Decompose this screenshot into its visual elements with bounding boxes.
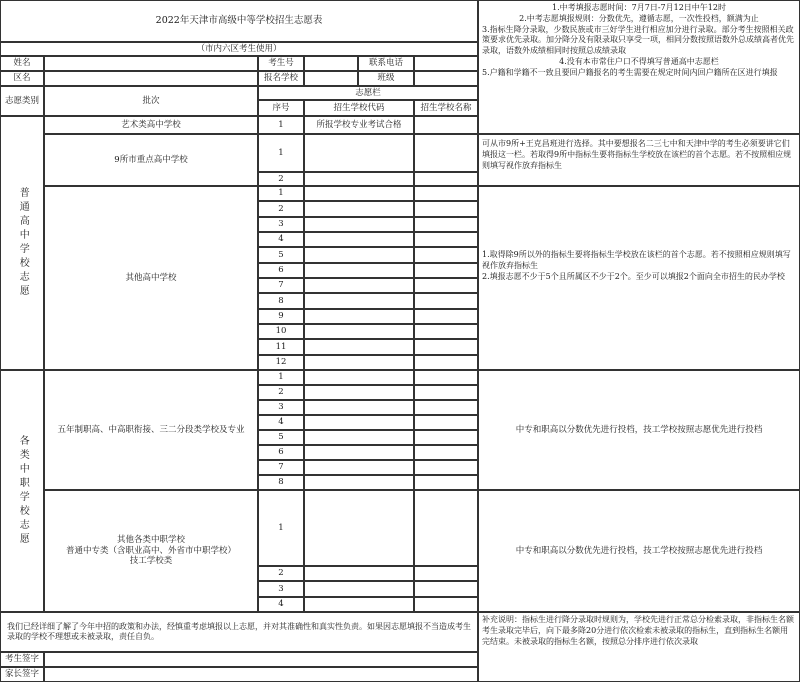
other-code-9[interactable]: [304, 309, 414, 324]
batch-art: 艺术类高中学校: [44, 116, 258, 134]
other-seq-2: 2: [258, 201, 304, 216]
fiveyear-seq-1: 1: [258, 370, 304, 385]
code-ov-4[interactable]: [304, 597, 414, 612]
fiveyear-seq-6: 6: [258, 445, 304, 460]
note-other-2: 2.填报志愿不少于5个且所属区不少于2个。至少可以填报2个面向全市招生的民办学校: [482, 271, 785, 281]
other-seq-11: 11: [258, 339, 304, 354]
fiveyear-seq-4: 4: [258, 415, 304, 430]
declaration: 我们已经详细了解了今年中招的政策和办法，经慎重考虑填报以上志愿，并对其准确性和真实性负责。如果因志愿填报不当造成考生录取的学校不理想或未被录取，责任自负。: [0, 612, 478, 652]
student-signature-field[interactable]: [44, 652, 478, 667]
phone-label: 联系电话: [358, 56, 414, 71]
district-label: 区名: [0, 71, 44, 86]
parent-signature-label: 家长签字: [0, 667, 44, 682]
category-general: 普通高中学校志愿: [0, 116, 44, 370]
zhiyuan-header: 志愿栏: [258, 86, 478, 100]
other-seq-9: 9: [258, 309, 304, 324]
other-name-6[interactable]: [414, 263, 478, 278]
exam-no-label: 考生号: [258, 56, 304, 71]
other-name-3[interactable]: [414, 217, 478, 232]
seq-ov-4: 4: [258, 597, 304, 612]
district-field[interactable]: [44, 71, 258, 86]
other-seq-10: 10: [258, 324, 304, 339]
other-code-10[interactable]: [304, 324, 414, 339]
other-name-9[interactable]: [414, 309, 478, 324]
other-seq-3: 3: [258, 217, 304, 232]
other-seq-6: 6: [258, 263, 304, 278]
seq-header: 序号: [258, 100, 304, 116]
class-field[interactable]: [414, 71, 478, 86]
other-code-8[interactable]: [304, 293, 414, 308]
fiveyear-code-2[interactable]: [304, 385, 414, 400]
name-key9-1[interactable]: [414, 134, 478, 172]
fiveyear-code-7[interactable]: [304, 460, 414, 475]
note-other-1: 1.取得除9所以外的指标生要将指标生学校放在该栏的首个志愿。若不按照相应规则填写视作放弃指标生: [482, 250, 791, 270]
other-seq-8: 8: [258, 293, 304, 308]
note-top-3: 3.指标生降分录取，少数民族或市三好学生进行相应加分进行录取。部分考生按照相关政策要求优先录取。加分降分及有限录取只享受一项，相同分数按照语数外总成绩高者优先录取，语数外成绩相同时按照总成绩录取: [482, 24, 794, 56]
fiveyear-seq-5: 5: [258, 430, 304, 445]
other-name-4[interactable]: [414, 232, 478, 247]
seq-key9-2: 2: [258, 172, 304, 186]
code-ov-1[interactable]: [304, 490, 414, 566]
note-voc1: 中专和职高以分数优先进行投档，技工学校按照志愿优先进行投档: [478, 370, 800, 490]
note-top-2: 2.中考志愿填报规则：分数优先，遵循志愿，一次性投档，额满为止: [519, 13, 759, 23]
other-code-11[interactable]: [304, 339, 414, 354]
note-top-4: 4.没有本市常住户口不得填写普通高中志愿栏: [559, 56, 719, 66]
form-title: 2022年天津市高级中等学校招生志愿表: [0, 0, 478, 42]
fiveyear-name-5[interactable]: [414, 430, 478, 445]
note-supplement: 补充说明：指标生进行降分录取时规则为，学校先进行正常总分检索录取，非指标生名额考生录取完毕后，向下最多降20分进行依次检索未被录取的指标生，直到指标生名额用完结束。未被录取的指标生名额，按照总分排序进行依次录取: [482, 615, 794, 646]
code-key9-1[interactable]: [304, 134, 414, 172]
other-code-12[interactable]: [304, 355, 414, 370]
seq-ov-3: 3: [258, 581, 304, 597]
fiveyear-name-7[interactable]: [414, 460, 478, 475]
other-code-2[interactable]: [304, 201, 414, 216]
school-name-header: 招生学校名称: [414, 100, 478, 116]
other-name-8[interactable]: [414, 293, 478, 308]
other-name-11[interactable]: [414, 339, 478, 354]
batch-other: 其他高中学校: [44, 186, 258, 370]
other-code-7[interactable]: [304, 278, 414, 293]
other-code-4[interactable]: [304, 232, 414, 247]
student-signature-label: 考生签字: [0, 652, 44, 667]
name-ov-3[interactable]: [414, 581, 478, 597]
other-code-1[interactable]: [304, 186, 414, 201]
name-ov-4[interactable]: [414, 597, 478, 612]
other-name-5[interactable]: [414, 247, 478, 262]
name-ov-1[interactable]: [414, 490, 478, 566]
art-note: 所报学校专业考试合格: [304, 116, 414, 134]
fiveyear-code-1[interactable]: [304, 370, 414, 385]
phone-field[interactable]: [414, 56, 478, 71]
other-code-3[interactable]: [304, 217, 414, 232]
notes-top: [482, 3, 796, 131]
other-name-12[interactable]: [414, 355, 478, 370]
fiveyear-seq-3: 3: [258, 400, 304, 415]
note-other: [482, 250, 796, 310]
other-seq-7: 7: [258, 278, 304, 293]
parent-signature-field[interactable]: [44, 667, 478, 682]
note-top-5: 5.户籍和学籍不一致且要回户籍报名的考生需要在规定时间内回户籍所在区进行填报: [482, 67, 778, 77]
batch-header: 批次: [44, 86, 258, 116]
code-ov-3[interactable]: [304, 581, 414, 597]
batch-other-voc: 其他各类中职学校 普通中专类（含职业高中、外省市中职学校） 技工学校类: [44, 490, 258, 612]
other-seq-4: 4: [258, 232, 304, 247]
other-name-10[interactable]: [414, 324, 478, 339]
fiveyear-seq-8: 8: [258, 475, 304, 490]
fiveyear-name-2[interactable]: [414, 385, 478, 400]
seq-art: 1: [258, 116, 304, 134]
seq-key9-1: 1: [258, 134, 304, 172]
fiveyear-code-3[interactable]: [304, 400, 414, 415]
other-seq-12: 12: [258, 355, 304, 370]
school-field[interactable]: [304, 71, 358, 86]
name-label: 姓名: [0, 56, 44, 71]
other-seq-1: 1: [258, 186, 304, 201]
name-field[interactable]: [44, 56, 258, 71]
seq-ov-1: 1: [258, 490, 304, 566]
form-scope: （市内六区考生使用）: [0, 42, 478, 56]
note-key9: 可从市9所+王克昌班进行选择。其中要想报名二三七中和天津中学的考生必须要讲它们填报这一栏。若取得9所中指标生要将指标生学校放在该栏的首个志愿。若不按照相应规则填写视作放弃指标生: [482, 139, 792, 170]
fiveyear-seq-2: 2: [258, 385, 304, 400]
code-header: 招生学校代码: [304, 100, 414, 116]
other-name-2[interactable]: [414, 201, 478, 216]
fiveyear-seq-7: 7: [258, 460, 304, 475]
code-key9-2[interactable]: [304, 172, 414, 186]
name-key9-2[interactable]: [414, 172, 478, 186]
other-code-6[interactable]: [304, 263, 414, 278]
fiveyear-name-8[interactable]: [414, 475, 478, 490]
exam-no-field[interactable]: [304, 56, 358, 71]
art-school-name[interactable]: [414, 116, 478, 134]
fiveyear-code-8[interactable]: [304, 475, 414, 490]
note-top-1: 1.中考填报志愿时间：7月7日-7月12日中午12时: [552, 3, 726, 12]
category-vocational: 各类中职学校志愿: [0, 370, 44, 612]
code-ov-2[interactable]: [304, 566, 414, 581]
batch-key9: 9所市重点高中学校: [44, 134, 258, 186]
name-ov-2[interactable]: [414, 566, 478, 581]
other-name-7[interactable]: [414, 278, 478, 293]
fiveyear-code-4[interactable]: [304, 415, 414, 430]
school-label: 报名学校: [258, 71, 304, 86]
fiveyear-code-6[interactable]: [304, 445, 414, 460]
fiveyear-name-3[interactable]: [414, 400, 478, 415]
seq-ov-2: 2: [258, 566, 304, 581]
other-code-5[interactable]: [304, 247, 414, 262]
other-name-1[interactable]: [414, 186, 478, 201]
category-header: 志愿类别: [0, 86, 44, 116]
note-voc2: 中专和职高以分数优先进行投档，技工学校按照志愿优先进行投档: [478, 490, 800, 612]
class-label: 班级: [358, 71, 414, 86]
fiveyear-name-1[interactable]: [414, 370, 478, 385]
fiveyear-name-4[interactable]: [414, 415, 478, 430]
fiveyear-code-5[interactable]: [304, 430, 414, 445]
other-seq-5: 5: [258, 247, 304, 262]
batch-fiveyear: 五年制职高、中高职衔接、三二分段类学校及专业: [44, 370, 258, 490]
fiveyear-name-6[interactable]: [414, 445, 478, 460]
